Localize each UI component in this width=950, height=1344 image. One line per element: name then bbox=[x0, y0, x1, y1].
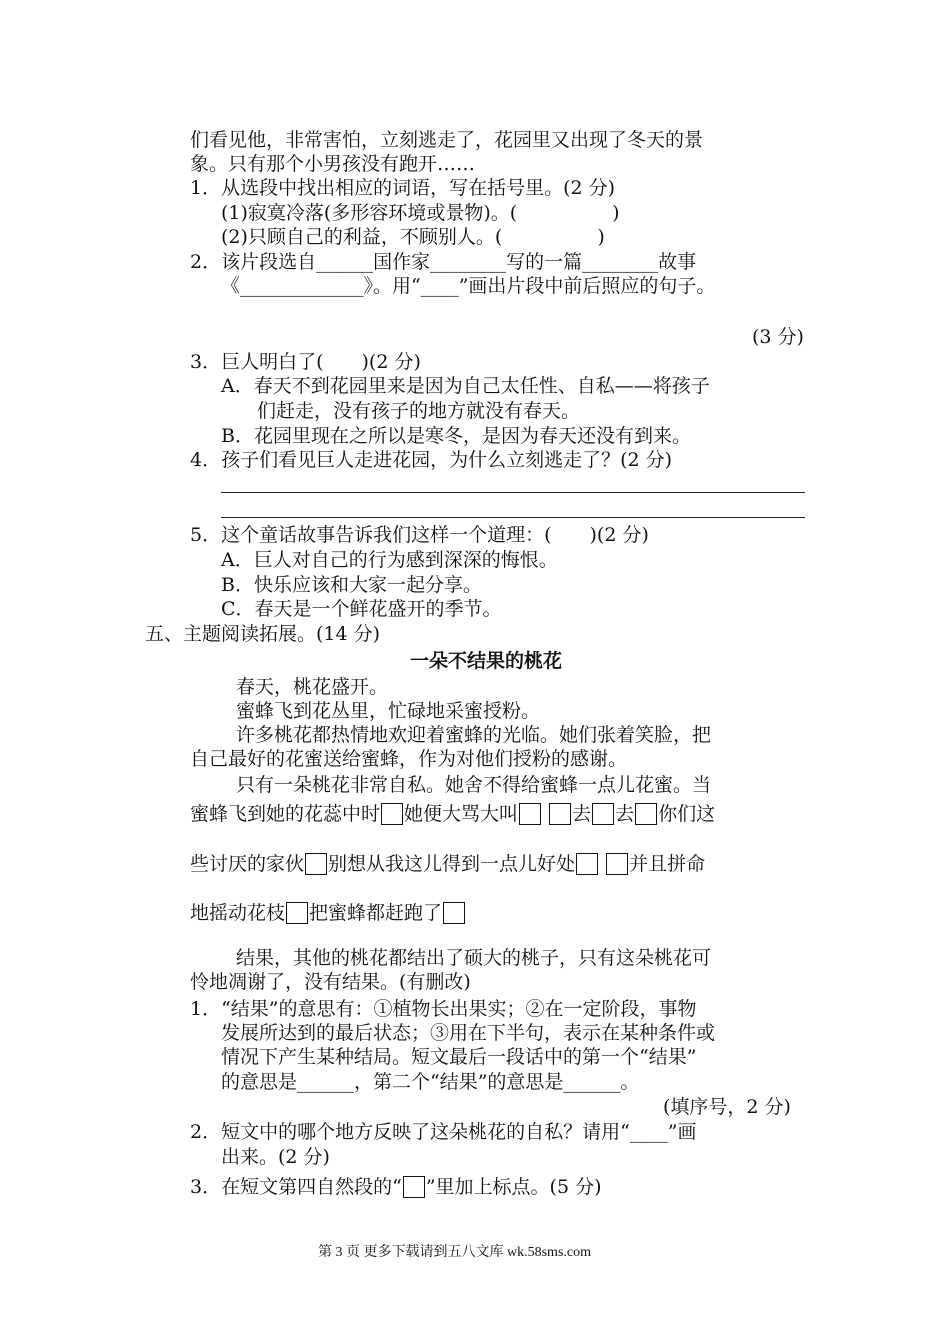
question-1-item-b: (2)只顾自己的利益，不顾别人。( ) bbox=[221, 226, 605, 248]
s5-question-1-line-1: 1．“结果”的意思有：①植物长出果实；②在一定阶段，事物 bbox=[190, 998, 697, 1020]
text-segment: 去 bbox=[615, 803, 635, 825]
text-segment: 别想从我这儿得到一点儿好处 bbox=[328, 853, 576, 875]
section-heading: 五、主题阅读拓展。(14 分) bbox=[145, 623, 381, 645]
s5-question-1-score: (填序号，2 分) bbox=[663, 1096, 791, 1118]
question-3-option-a: A．春天不到花园里来是因为自己太任性、自私——将孩子 bbox=[221, 375, 710, 397]
answer-line[interactable] bbox=[221, 492, 805, 493]
question-2-line-2: 《_____________》。用“____”画出片段中前后照应的句子。 bbox=[221, 275, 716, 297]
punctuation-box bbox=[403, 1176, 425, 1198]
passage-line: 们看见他，非常害怕，立刻逃走了，花园里又出现了冬天的景 bbox=[190, 129, 704, 151]
s5-question-1-line-3: 情况下产生某种结局。短文最后一段话中的第一个“结果” bbox=[221, 1046, 697, 1068]
article-paragraph-4: 只有一朵桃花非常自私。她舍不得给蜜蜂一点儿花蜜。当 bbox=[236, 774, 712, 796]
question-1-item-a: (1)寂寞冷落(多形容环境或景物)。( ) bbox=[221, 202, 620, 224]
s5-question-1-line-4: 的意思是______，第二个“结果”的意思是______。 bbox=[221, 1071, 640, 1093]
question-5-option-b: B．快乐应该和大家一起分享。 bbox=[221, 574, 482, 596]
punctuation-box[interactable] bbox=[592, 803, 614, 825]
article-paragraph-3-cont: 自己最好的花蜜送给蜜蜂，作为对他们授粉的感谢。 bbox=[190, 748, 628, 770]
text-segment: 去 bbox=[572, 803, 592, 825]
article-paragraph-5: 结果，其他的桃花都结出了硕大的桃子，只有这朵桃花可 bbox=[236, 947, 712, 969]
article-paragraph-4-line-4 bbox=[190, 901, 466, 925]
article-paragraph-2: 蜜蜂飞到花丛里，忙碌地采蜜授粉。 bbox=[236, 700, 541, 722]
s5-question-2-line-2: 出来。(2 分) bbox=[221, 1146, 330, 1168]
question-5-option-c: C．春天是一个鲜花盛开的季节。 bbox=[221, 598, 502, 620]
article-paragraph-3: 许多桃花都热情地欢迎着蜜蜂的光临。她们张着笑脸，把 bbox=[236, 724, 712, 746]
punctuation-box[interactable] bbox=[519, 803, 541, 825]
question-3-option-b: B．花园里现在之所以是寒冬，是因为春天还没有到来。 bbox=[221, 425, 691, 447]
s5-question-1-line-2: 发展所达到的最后状态；③用在下半句，表示在某种条件或 bbox=[221, 1022, 716, 1044]
question-5-option-a: A．巨人对自己的行为感到深深的悔恨。 bbox=[221, 549, 558, 571]
article-paragraph-1: 春天，桃花盛开。 bbox=[236, 676, 389, 698]
question-2-line-1: 2．该片段选自______国作家________写的一篇________故事 bbox=[190, 251, 697, 273]
question-5-stem: 5．这个童话故事告诉我们这样一个道理：( )(2 分) bbox=[190, 524, 649, 546]
text-segment: 你们这 bbox=[658, 803, 716, 825]
answer-line[interactable] bbox=[221, 517, 805, 518]
text-segment: 蜜蜂飞到她的花蕊中时 bbox=[190, 803, 381, 825]
text-segment: 地摇动花枝 bbox=[190, 902, 286, 924]
punctuation-box[interactable] bbox=[286, 902, 308, 924]
text-segment: 些讨厌的家伙 bbox=[190, 853, 305, 875]
page-footer: 第 3 页 更多下载请到五八文库 wk.58sms.com bbox=[318, 1245, 591, 1260]
text-segment: 并且拼命 bbox=[629, 853, 706, 875]
punctuation-box[interactable] bbox=[381, 803, 403, 825]
question-3-option-a-cont: 们赶走，没有孩子的地方就没有春天。 bbox=[257, 400, 581, 422]
passage-line: 象。只有那个小男孩没有跑开…… bbox=[190, 153, 476, 175]
text-segment: ”里加上标点。(5 分) bbox=[425, 1176, 602, 1198]
text-segment: 她便大骂大叫 bbox=[404, 803, 519, 825]
article-paragraph-4-line-2 bbox=[190, 802, 715, 826]
punctuation-box[interactable] bbox=[305, 853, 327, 875]
article-paragraph-5-cont: 怜地凋谢了，没有结果。(有删改) bbox=[190, 971, 471, 993]
text-segment: 3．在短文第四自然段的“ bbox=[190, 1176, 402, 1198]
punctuation-box[interactable] bbox=[576, 853, 598, 875]
question-2-score: (3 分) bbox=[752, 326, 804, 348]
article-paragraph-4-line-3 bbox=[190, 852, 705, 876]
s5-question-2-line-1: 2．短文中的哪个地方反映了这朵桃花的自私？请用“____”画 bbox=[190, 1121, 697, 1143]
question-4-stem: 4．孩子们看见巨人走进花园，为什么立刻逃走了？(2 分) bbox=[190, 449, 673, 471]
punctuation-box[interactable] bbox=[635, 803, 657, 825]
punctuation-box[interactable] bbox=[606, 853, 628, 875]
punctuation-box[interactable] bbox=[443, 902, 465, 924]
article-title: 一朵不结果的桃花 bbox=[410, 650, 563, 672]
s5-question-3 bbox=[190, 1175, 601, 1199]
question-3-stem: 3．巨人明白了( )(2 分) bbox=[190, 351, 421, 373]
punctuation-box[interactable] bbox=[549, 803, 571, 825]
question-1-stem: 1．从选段中找出相应的词语，写在括号里。(2 分) bbox=[190, 177, 616, 199]
text-segment: 把蜜蜂都赶跑了 bbox=[309, 902, 443, 924]
